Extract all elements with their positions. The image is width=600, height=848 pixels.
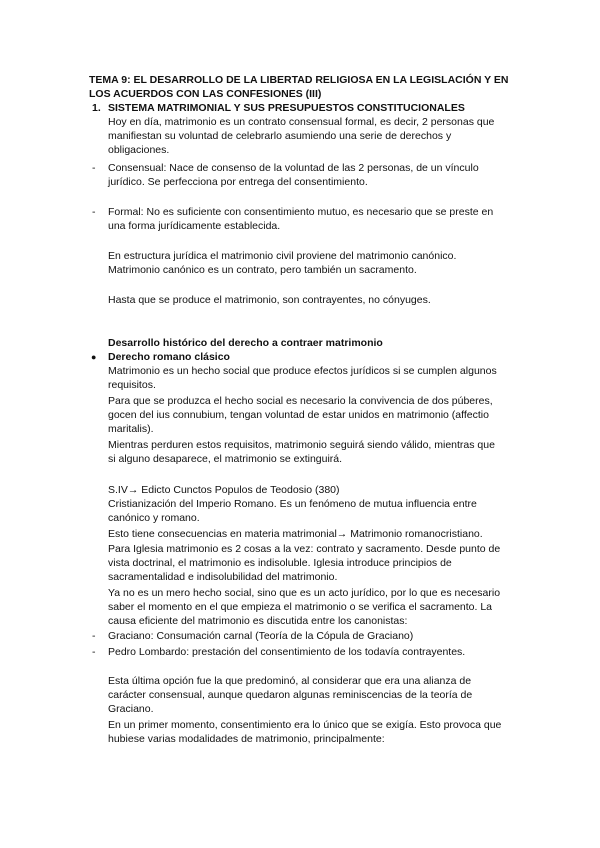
intro-line-3: obligaciones. xyxy=(108,144,170,156)
section-number: 1. xyxy=(92,102,101,114)
bullet-marker: ● xyxy=(91,352,97,362)
p2-line-7: sacramentalidad e indisolubilidad del matrimonio. xyxy=(108,571,338,583)
p3-line-2: carácter consensual, aunque quedaron algunas reminiscencias de la teoría de xyxy=(108,689,473,701)
dash-marker: - xyxy=(92,630,96,642)
intro-line-1: Hoy en día, matrimonio es un contrato consensual formal, es decir, 2 personas que xyxy=(108,116,495,128)
p2-line-4: Esto tiene consecuencias en materia matrimonial→ Matrimonio romanocristiano. xyxy=(108,528,483,540)
graciano-line: Graciano: Consumación carnal (Teoría de la Cópula de Graciano) xyxy=(108,630,414,642)
p1-line-3: Para que se produzca el hecho social es necesario la convivencia de dos púberes, xyxy=(108,395,493,407)
contrayentes-line: Hasta que se produce el matrimonio, son contrayentes, no cónyuges. xyxy=(108,294,431,306)
p2-line-8: Ya no es un mero hecho social, sino que es un acto jurídico, por lo que es necesario xyxy=(108,587,501,599)
subheading-derecho-romano: Derecho romano clásico xyxy=(108,351,230,363)
p1-line-2: requisitos. xyxy=(108,379,156,391)
p1-line-5: maritalis). xyxy=(108,423,154,435)
formal-line-2: una forma jurídicamente establecida. xyxy=(108,220,281,232)
lombardo-line: Pedro Lombardo: prestación del consentimiento de los todavía contrayentes. xyxy=(108,646,466,658)
p1-line-7: si alguno desaparece, el matrimonio se extinguirá. xyxy=(108,453,343,465)
dash-marker: - xyxy=(92,646,96,658)
consensual-line-1: Consensual: Nace de consenso de la voluntad de las 2 personas, de un vínculo xyxy=(108,162,479,174)
title-line-2: LOS ACUERDOS CON LAS CONFESIONES (III) xyxy=(89,88,322,100)
intro-line-2: manifiestan su voluntad de celebrarlo asumiendo una serie de derechos y xyxy=(108,130,452,142)
p3-line-1: Esta última opción fue la que predominó, al considerar que era una alianza de xyxy=(108,675,472,687)
p3-line-5: hubiese varias modalidades de matrimonio, principalmente: xyxy=(108,733,385,745)
p2-line-2: Cristianización del Imperio Romano. Es un fenómeno de mutua influencia entre xyxy=(108,498,477,510)
estructura-line-1: En estructura jurídica el matrimonio civil proviene del matrimonio canónico. xyxy=(108,250,457,262)
p3-line-3: Graciano. xyxy=(108,703,154,715)
formal-line-1: Formal: No es suficiente con consentimiento mutuo, es necesario que se preste en xyxy=(108,206,494,218)
title-line-1: TEMA 9: EL DESARROLLO DE LA LIBERTAD RELIGIOSA EN LA LEGISLACIÓN Y EN xyxy=(89,74,509,86)
p2-line-5: Para Iglesia matrimonio es 2 cosas a la vez: contrato y sacramento. Desde punto de xyxy=(108,543,501,555)
p1-line-6: Mientras perduren estos requisitos, matrimonio seguirá siendo válido, mientras que xyxy=(108,439,495,451)
consensual-line-2: jurídico. Se perfecciona por entrega del consentimiento. xyxy=(108,176,368,188)
dash-marker: - xyxy=(92,162,96,174)
p2-line-10: causa eficiente del matrimonio es discutida entre los canonistas: xyxy=(108,615,408,627)
estructura-line-2: Matrimonio canónico es un contrato, pero también un sacramento. xyxy=(108,264,417,276)
p2-line-6: vista doctrinal, el matrimonio es indisoluble. Iglesia introduce principios de xyxy=(108,557,452,569)
dash-marker: - xyxy=(92,206,96,218)
p2-line-1: S.IV→ Edicto Cunctos Populos de Teodosio (380) xyxy=(108,484,340,496)
historia-heading: Desarrollo histórico del derecho a contraer matrimonio xyxy=(108,337,383,349)
p1-line-1: Matrimonio es un hecho social que produce efectos jurídicos si se cumplen algunos xyxy=(108,365,497,377)
p1-line-4: gocen del ius connubium, tengan voluntad de estar unidos en matrimonio (affectio xyxy=(108,409,489,421)
p3-line-4: En un primer momento, consentimiento era lo único que se exigía. Esto provoca que xyxy=(108,719,502,731)
p2-line-3: canónico y romano. xyxy=(108,512,200,524)
section-heading: SISTEMA MATRIMONIAL Y SUS PRESUPUESTOS CONSTITUCIONALES xyxy=(108,102,465,114)
p2-line-9: saber el momento en el que empieza el matrimonio o se verifica el sacramento. La xyxy=(108,601,493,613)
